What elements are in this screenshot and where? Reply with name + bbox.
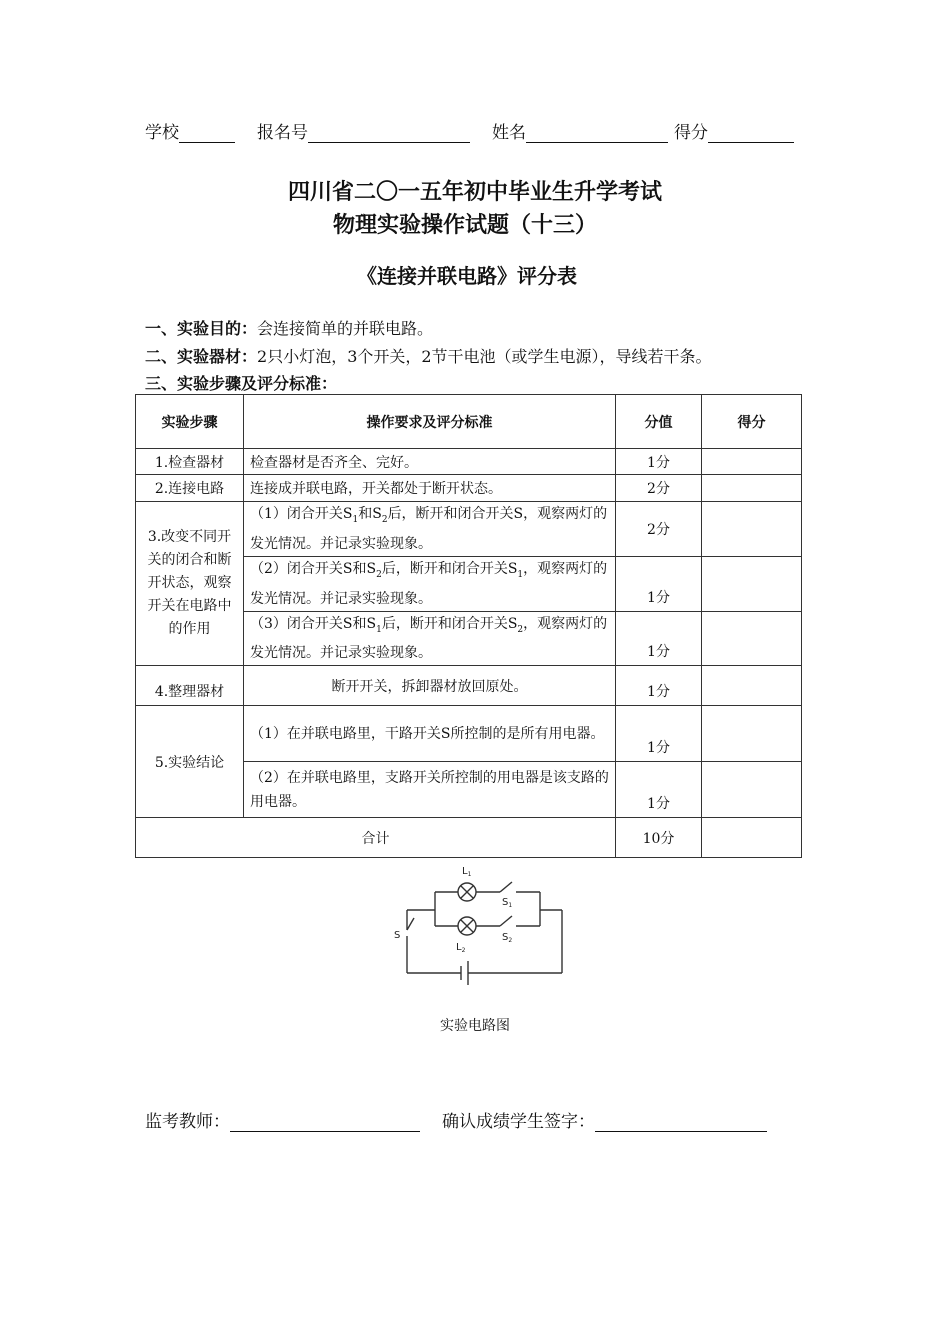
step-cell: 5.实验结论 (136, 706, 244, 818)
purpose-text: 会连接简单的并联电路。 (257, 319, 434, 338)
circuit-diagram (390, 858, 580, 988)
school-label: 学校 (145, 123, 179, 143)
step-cell: 2.连接电路 (136, 475, 244, 502)
requirement-cell: （3）闭合开关S和$S_1$后，断开和闭合开关$S_2$，观察两灯的发光情况。并记录实验现象。 (244, 611, 616, 666)
score-cell[interactable] (702, 666, 802, 706)
equipment-line (145, 344, 712, 367)
switch-icon (500, 882, 512, 892)
score-cell[interactable] (702, 556, 802, 611)
switch1-label: $S_1$ (502, 897, 513, 909)
header-step: 实验步骤 (136, 395, 244, 449)
name-field[interactable] (526, 124, 668, 143)
requirement-cell: 连接成并联电路，开关都处于断开状态。 (244, 475, 616, 502)
exam-subtitle: 物理实验操作试题（十三） (332, 213, 597, 238)
score-field[interactable] (708, 124, 794, 143)
score-cell[interactable] (702, 611, 802, 666)
requirement-cell: （2）闭合开关S和$S_2$后，断开和闭合开关$S_1$，观察两灯的发光情况。并记录实验现象。 (244, 556, 616, 611)
student-label: 确认成绩学生签字： (442, 1112, 595, 1132)
steps-label: 三、实验步骤及评分标准： (145, 374, 338, 393)
table-row (136, 475, 802, 502)
table-header-row (136, 395, 802, 449)
score-cell[interactable] (702, 475, 802, 502)
points-cell: 1分 (616, 611, 702, 666)
requirement-cell: （1）在并联电路里，干路开关S所控制的是所有用电器。 (244, 706, 616, 762)
form-title: 《连接并联电路》评分表 (357, 264, 577, 288)
requirement-cell: 断开开关，拆卸器材放回原处。 (244, 666, 616, 706)
switch2-label: $S_2$ (502, 932, 513, 944)
purpose-line (145, 316, 433, 339)
table-row (136, 449, 802, 475)
score-cell[interactable] (702, 706, 802, 762)
score-cell[interactable] (702, 762, 802, 818)
lamp1-label: $L_1$ (462, 866, 472, 878)
student-signature-field[interactable] (595, 1113, 767, 1132)
switch-icon (500, 916, 512, 926)
score-table (135, 394, 802, 858)
score-cell[interactable] (702, 449, 802, 475)
points-cell: 1分 (616, 666, 702, 706)
points-cell: 2分 (616, 502, 702, 557)
step-cell: 1.检查器材 (136, 449, 244, 475)
points-cell: 1分 (616, 556, 702, 611)
teacher-signature-field[interactable] (230, 1113, 420, 1132)
total-points: 10分 (616, 818, 702, 858)
signature-line (145, 1107, 767, 1132)
table-row (136, 666, 802, 706)
points-cell: 2分 (616, 475, 702, 502)
step-cell: 3.改变不同开关的闭合和断开状态，观察开关在电路中的作用 (136, 502, 244, 666)
equipment-text: 2只小灯泡，3个开关，2节干电池（或学生电源），导线若干条。 (257, 347, 712, 366)
school-field[interactable] (179, 124, 235, 143)
total-label: 合计 (136, 818, 616, 858)
reg-label: 报名号 (257, 123, 308, 143)
points-cell: 1分 (616, 762, 702, 818)
score-cell[interactable] (702, 502, 802, 557)
steps-line (145, 371, 337, 394)
lamp2-label: $L_2$ (456, 942, 466, 954)
name-label: 姓名 (492, 123, 526, 143)
table-row (136, 706, 802, 762)
points-cell: 1分 (616, 706, 702, 762)
points-cell: 1分 (616, 449, 702, 475)
table-row (136, 502, 802, 557)
score-label: 得分 (674, 123, 708, 143)
total-score-cell[interactable] (702, 818, 802, 858)
header-points: 分值 (616, 395, 702, 449)
step-cell: 4.整理器材 (136, 666, 244, 706)
requirement-cell: （1）闭合开关$S_1$和$S_2$后，断开和闭合开关S，观察两灯的发光情况。并记录实验现象。 (244, 502, 616, 557)
exam-title: 四川省二〇一五年初中毕业生升学考试 (287, 180, 662, 205)
requirement-cell: （2）在并联电路里，支路开关所控制的用电器是该支路的用电器。 (244, 762, 616, 818)
diagram-caption: 实验电路图 (440, 1018, 510, 1034)
header-requirement: 操作要求及评分标准 (244, 395, 616, 449)
total-row (136, 818, 802, 858)
header-score: 得分 (702, 395, 802, 449)
reg-field[interactable] (308, 124, 470, 143)
requirement-cell: 检查器材是否齐全、完好。 (244, 449, 616, 475)
purpose-label: 一、实验目的： (145, 319, 258, 338)
header-info (145, 118, 805, 143)
switch-icon (407, 918, 414, 930)
teacher-label: 监考教师： (145, 1112, 230, 1132)
switch-main-label: S (394, 930, 401, 941)
equipment-label: 二、实验器材： (145, 347, 258, 366)
